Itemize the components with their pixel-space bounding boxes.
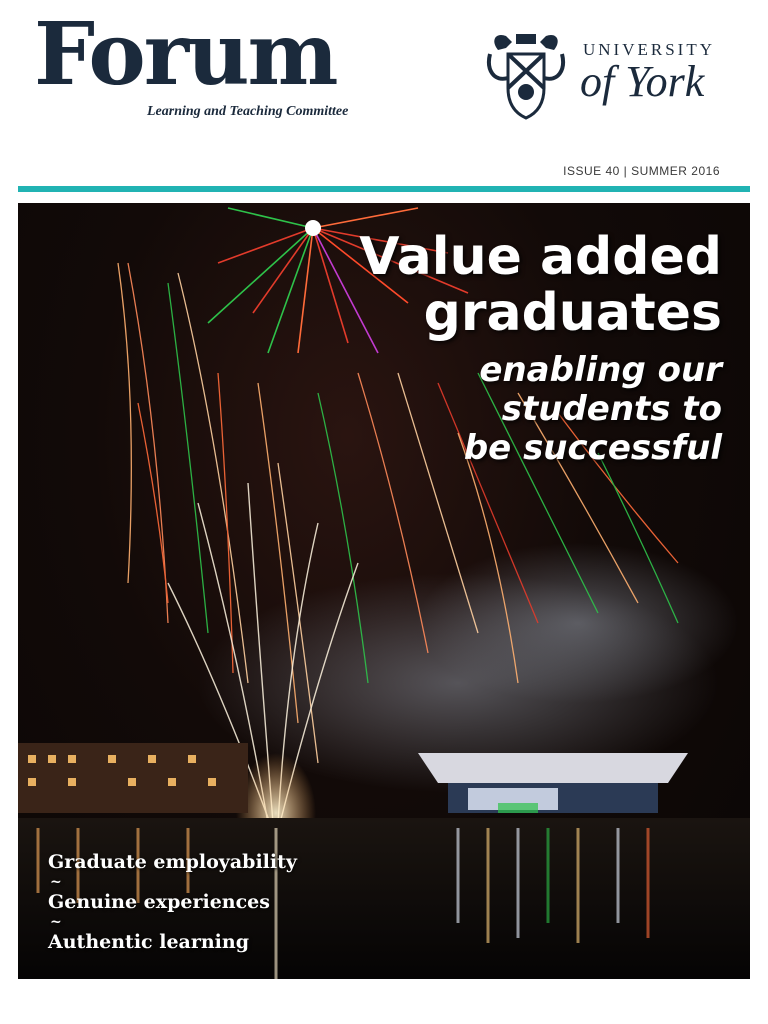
feature-separator: ~ bbox=[50, 914, 62, 930]
university-logo-line2: of York bbox=[580, 57, 705, 106]
cover-headline bbox=[359, 229, 722, 341]
subhead-line-1: enabling our bbox=[479, 350, 722, 390]
headline-line-1: Value added bbox=[359, 227, 722, 287]
feature-separator: ~ bbox=[50, 874, 62, 890]
cover-subhead bbox=[464, 351, 722, 468]
subhead-line-3: be successful bbox=[463, 428, 722, 468]
masthead-title: Forum bbox=[34, 4, 337, 105]
cover-photo bbox=[18, 203, 750, 979]
university-crest-icon bbox=[486, 30, 566, 122]
masthead-subtitle: Learning and Teaching Committee bbox=[147, 104, 349, 119]
feature-item: Genuine experiences bbox=[48, 891, 270, 913]
subhead-line-2: students to bbox=[501, 389, 722, 429]
feature-item: Authentic learning bbox=[48, 931, 249, 953]
headline-line-2: graduates bbox=[423, 283, 722, 343]
issue-label: ISSUE 40 | SUMMER 2016 bbox=[563, 164, 720, 178]
accent-rule bbox=[18, 186, 750, 192]
university-logo-line1: UNIVERSITY bbox=[583, 40, 715, 59]
feature-item: Graduate employability bbox=[48, 851, 297, 873]
feature-list bbox=[48, 851, 297, 953]
